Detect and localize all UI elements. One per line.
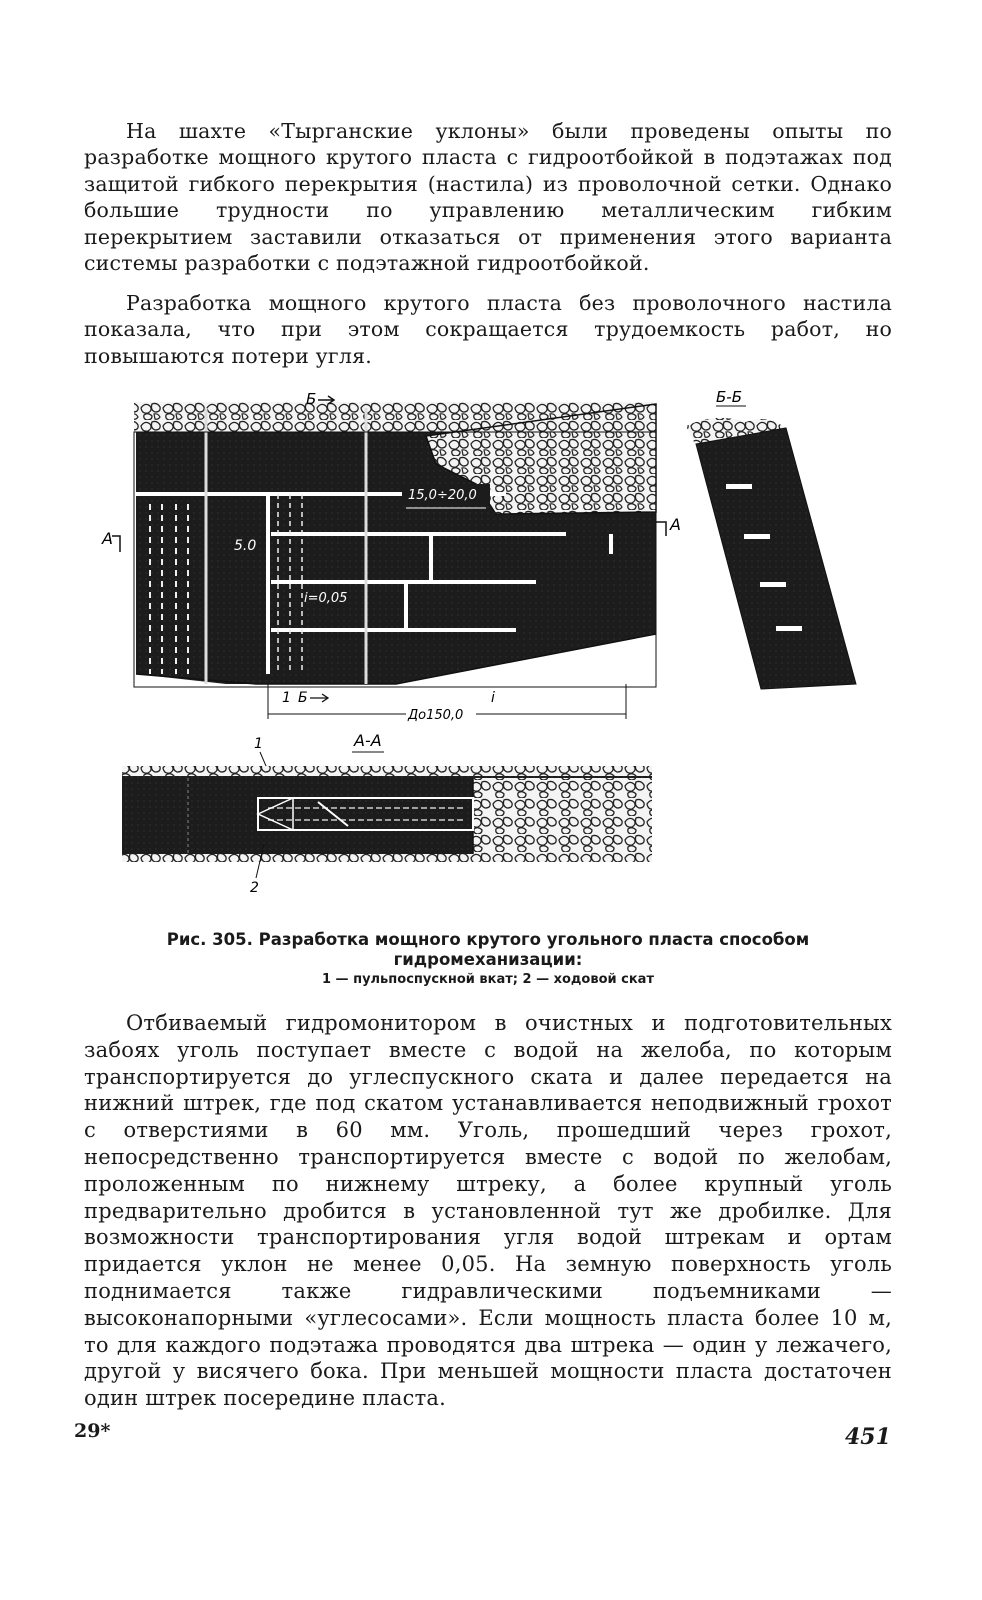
callout-1-label: 1: [254, 736, 263, 752]
figure-legend: 1 — пульпоспускной вкат; 2 — ходовой скат: [321, 972, 654, 987]
page-number: 451: [845, 1424, 891, 1450]
section-a-right-label: А: [670, 515, 681, 534]
paragraph-3: Отбиваемый гидромонитором в очистных и подготовительных забоях уголь поступает вместе с водой на желоба, по которым транспортируется до углеспускного ската и далее передается на нижний штрек, где под скатом устанавливается неподвижный грохот с отверстиями в 60 мм. Уголь, прошедший через грохот, непосредственно транспортируется вместе с водой по желобам, проложенным по нижнему штреку, а более крупный уголь предварительно дробится в установленной тут же дробилке. Для возможности транспортирования угля водой штрекам и ортам придается уклон не менее 0,05. На земную поверхность уголь поднимается также гидравлическими подъемниками — высоконапорными «углесосами». Если мощность пласта более 10 м, то для каждого подэтажа проводятся два штрека — один у лежачего, другой у висячего бока. При меньшей мощности пласта достаточен один штрек посередине пласта.: [84, 1011, 892, 1411]
dim-15-20-label: 15,0÷20,0: [408, 488, 477, 503]
section-a-left-label: А: [102, 529, 113, 548]
figure-plan: [96, 384, 886, 724]
figure-caption: Рис. 305. Разработка мощного крутого угольного пласта способом гидромеханизации:: [166, 930, 810, 969]
section-aa-label: А-А: [354, 731, 382, 750]
section-b-top-label: Б: [306, 390, 317, 408]
bottom-b-label: Б: [298, 690, 308, 706]
bottom-i-label: i: [491, 690, 495, 706]
callout-2-label: 2: [250, 880, 259, 896]
figure-section-a-a: [118, 726, 678, 896]
paragraph-2: Разработка мощного крутого пласта без проволочного настила показала, что при этом сокращается трудоемкость работ, но повышаются потери угля.: [84, 291, 892, 368]
paragraph-1: На шахте «Тырганские уклоны» были проведены опыты по разработке мощного крутого пласта с гидроотбойкой в подэтажах под защитой гибкого перекрытия (настила) из проволочной сетки. Однако большие трудности по управлению металлическим гибким перекрытием заставили отказаться от применения этого варианта системы разработки с подэтажной гидроотбойкой.: [84, 119, 892, 276]
bottom-1-label: 1: [282, 690, 291, 706]
dim-5-label: 5.0: [234, 538, 257, 554]
signature-mark: 29*: [74, 1420, 111, 1442]
section-bb-label: Б-Б: [716, 388, 742, 406]
dim-150-label: До150,0: [408, 708, 464, 723]
slope-label: i=0,05: [304, 591, 348, 606]
